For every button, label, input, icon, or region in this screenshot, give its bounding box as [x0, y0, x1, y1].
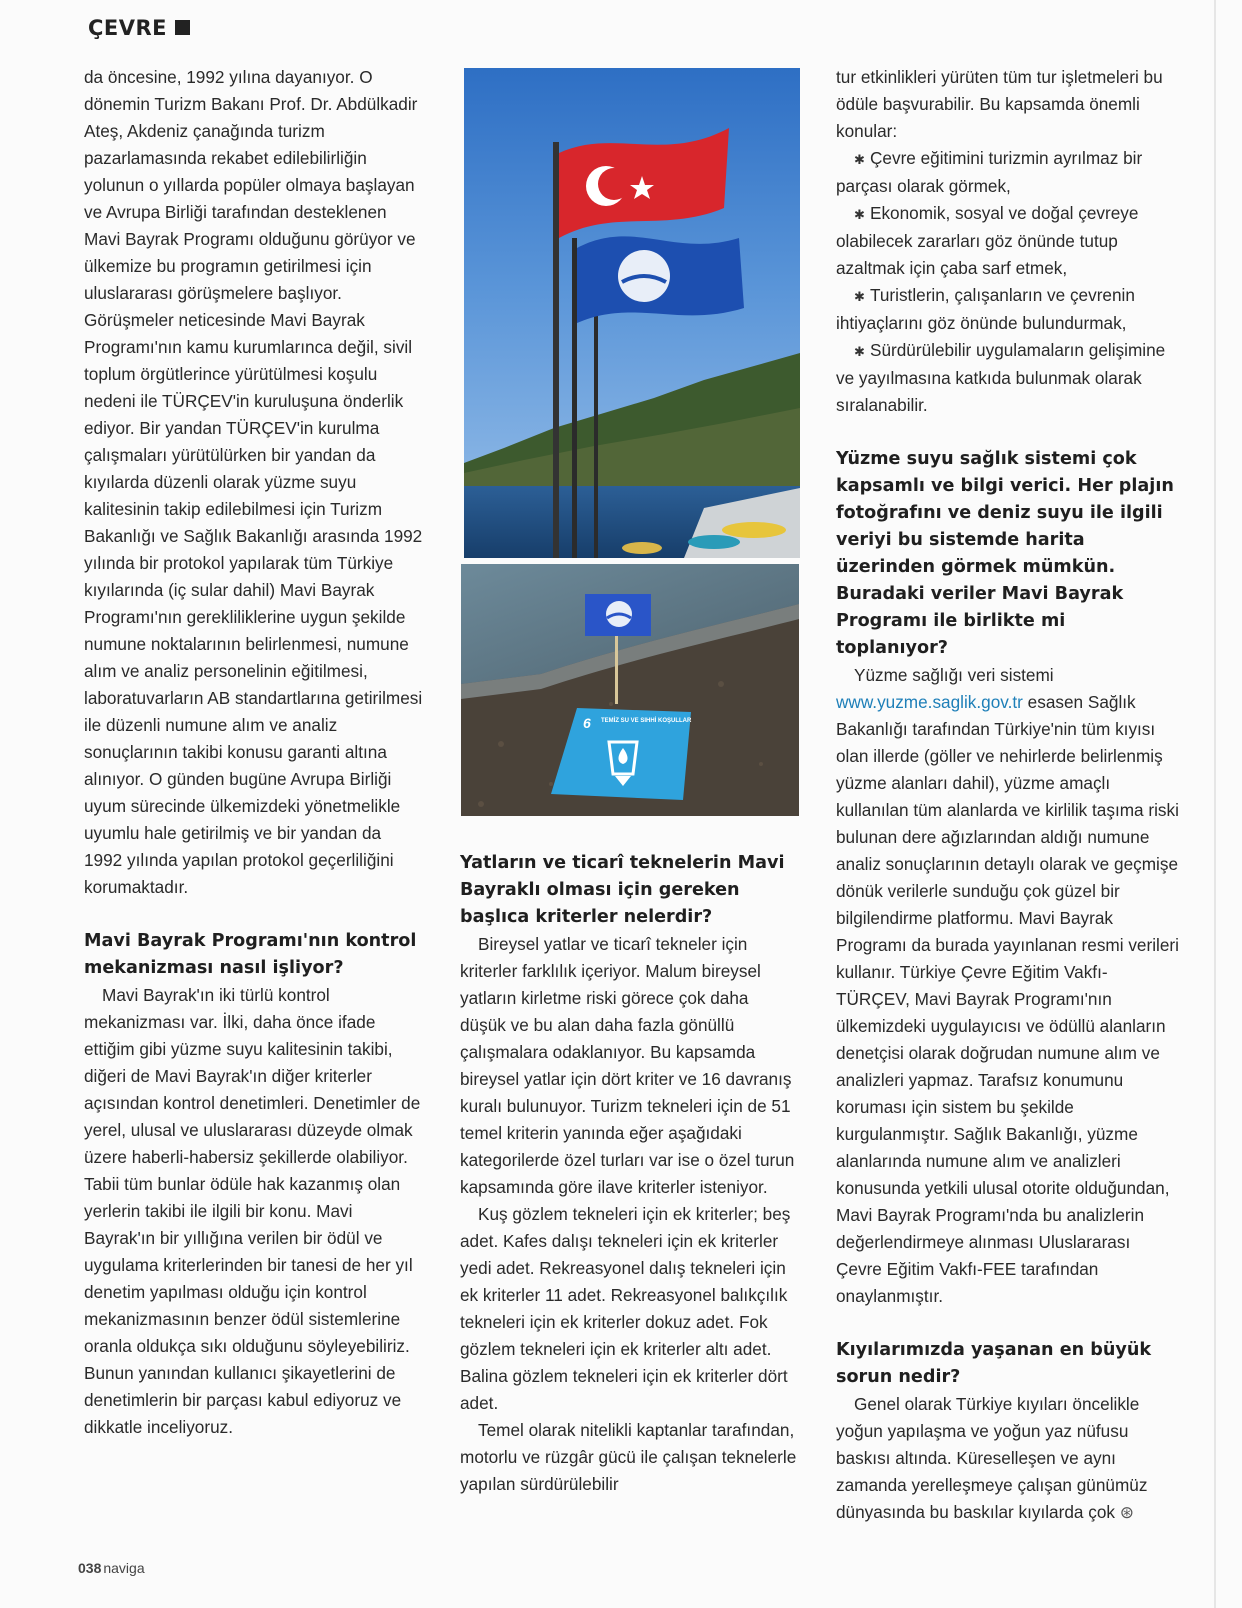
knot-end-icon: ⊛ [1119, 1502, 1135, 1522]
col3-heading-1: Yüzme suyu sağlık sistemi çok kapsamlı ve bilgi verici. Her plajın fotoğrafını ve deniz suyu ile ilgili veriyi bu sistemde harita üzerinden görmek mümkün. Buradaki veriler Mavi Bayrak Programı ile birlikte mi toplanıyor? [836, 449, 1174, 658]
page-footer [78, 1560, 145, 1576]
yuzme-saglik-link[interactable]: www.yuzme.saglik.gov.tr [836, 692, 1023, 712]
col1-heading-1: Mavi Bayrak Programı'nın kontrol mekanizması nasıl işliyor? [84, 931, 417, 978]
col2-heading-1: Yatların ve ticarî teknelerin Mavi Bayraklı olması için gereken başlıca kriterler nelerdir? [460, 853, 785, 927]
asterisk-bullet-icon: ✱ [854, 207, 865, 222]
col3-paragraph-1: tur etkinlikleri yürüten tüm tur işletmeleri bu ödüle başvurabilir. Bu kapsamda önemli konular: [836, 67, 1163, 141]
col1-paragraph-2: Mavi Bayrak'ın iki türlü kontrol mekanizması var. İlki, daha önce ifade ettiğim gibi yüzme suyu kalitesinin takibi, diğeri de Mavi Bayrak'ın diğer kriterler açısından kontrol denetimleri. Denetimler de yerel, ulusal ve uluslararası düzeyde olmak üzere haberli-habersiz şekillerde olabiliyor. Tabii tüm bunlar ödüle hak kazanmış olan yerlerin takibi ile ilgili bir konu. Mavi Bayrak'ın bir yıllığına verilen bir ödül ve uygulama kriterlerinden bir tanesi de her yıl denetim yapılması olduğu için kontrol mekanizmasının benzer ödül sistemlerine oranla oldukça sıkı olduğunu söyleyebiliriz. Bunun yanından kullanıcı şikayetlerini de denetimlerin bir parçası kabul ediyoruz ve dikkatle inceliyoruz. [84, 985, 421, 1437]
column-3 [836, 64, 1180, 1526]
beach-sign-photo-image [461, 564, 799, 816]
col3-heading-2: Kıyılarımızda yaşanan en büyük sorun nedir? [836, 1340, 1152, 1387]
asterisk-bullet-icon: ✱ [854, 152, 865, 167]
asterisk-bullet-icon: ✱ [854, 344, 865, 359]
col3-bullet: ✱ Sürdürülebilir uygulamaların gelişimine ve yayılmasına katkıda bulunmak olarak sıralanabilir. [836, 340, 1166, 415]
col3-paragraph-3: Genel olarak Türkiye kıyıları öncelikle yoğun yapılaşma ve yoğun yaz nüfusu baskısı altında. Küreselleşen ve aynı zamanda yerelleşmeye çalışan günümüz dünyasında bu baskılar kıyılarda çok ⊛ [836, 1394, 1148, 1522]
col2-paragraph-2: Kuş gözlem tekneleri için ek kriterler; beş adet. Kafes dalışı tekneleri için ek kriterler yedi adet. Rekreasyonel dalış tekneleri için ek kriterler 11 adet. Rekreasyonel balıkçılık tekneleri için ek kriterler dokuz adet. Fok gözlem tekneleri için ek kriterler altı adet. Balina gözlem tekneleri için ek kriterler dört adet. [460, 1204, 791, 1413]
magazine-name: naviga [103, 1560, 145, 1576]
sign-text: TEMİZ SU VE SIHHİ KOŞULLAR [601, 718, 692, 724]
flags-photo-image [464, 68, 800, 558]
flags-photo [464, 68, 800, 558]
col2-paragraph-1: Bireysel yatlar ve ticarî tekneler için kriterler farklılık içeriyor. Malum bireysel yatların kirletme riski görece çok daha düşük ve bu alan daha fazla gönüllü çalışmalara odaklanıyor. Bu kapsamda bireysel yatlar için dört kriter ve 16 davranış kuralı bulunuyor. Turizm tekneleri için de 51 temel kriterin yanında eğer aşağıdaki kategorilerde özel turları var ise o özel turun kapsamında göre ilave kriterler isteniyor. [460, 934, 795, 1197]
section-title: ÇEVRE [88, 16, 168, 40]
section-label [88, 16, 190, 40]
col2-paragraph-3: Temel olarak nitelikli kaptanlar tarafından, motorlu ve rüzgâr gücü ile çalışan teknelerle yapılan sürdürülebilir [460, 1420, 797, 1494]
column-2 [460, 850, 798, 1498]
asterisk-bullet-icon: ✱ [854, 289, 865, 304]
page-number: 038 [78, 1560, 102, 1576]
section-square-icon [175, 20, 190, 35]
col1-paragraph-1: da öncesine, 1992 yılına dayanıyor. O dönemin Turizm Bakanı Prof. Dr. Abdülkadir Ateş, Akdeniz çanağında turizm pazarlamasında rekabet edilebilirliğin yolunun o yıllarda popüler olmaya başlayan ve Avrupa Birliği tarafından desteklenen Mavi Bayrak Programı olduğunu görüyor ve ülkemize bu programın getirilmesi için uluslararası görüşmelere başlıyor. Görüşmeler neticesinde Mavi Bayrak Programı'nın kamu kurumlarınca değil, sivil toplum örgütlerince yürütülmesi koşulu nedeni ile TÜRÇEV'in kuruluşuna önderlik ediyor. Bir yandan TÜRÇEV'in kurulma çalışmaları yürütülürken bir yandan da kıyılarda düzenli olarak yüzme suyu kalitesinin takip edilebilmesi için Turizm Bakanlığı ve Sağlık Bakanlığı arasında 1992 yılında bir protokol yapılarak tüm Türkiye kıyılarında (iç sular dahil) Mavi Bayrak Programı'nın gerekliliklerine uygun şekilde numune noktalarının belirlenmesi, numune alım ve analiz personelinin eğitilmesi, laboratuvarların AB standartlarına getirilmesi ile düzenli numune alım ve analiz sonuçlarının takibi konusu garanti altına alınıyor. O günden bugüne Avrupa Birliği uyum sürecinde ülkemizdeki yönetmelikle uyumlu hale getirilmiş ve bir yandan da 1992 yılında yapılan protokol geçerliliğini korumaktadır. [84, 67, 423, 897]
col3-bullet: ✱ Turistlerin, çalışanların ve çevrenin ihtiyaçlarını göz önünde bulundurmak, [836, 285, 1135, 333]
col3-paragraph-2: Yüzme sağlığı veri sistemi www.yuzme.saglik.gov.tr esasen Sağlık Bakanlığı tarafından Türkiye'nin tüm kıyısı olan illerde (göller ve nehirlerde belirlenmiş yüzme alanları dahil), yüzme amaçlı kullanılan tüm alanlarda ve kirlilik taşıma riski bulunan dere ağızlarından aldığı numune analiz sonuçlarının detaylı olarak ve geçmişe dönük verilerle sunduğu çok güzel bir bilgilendirme platformu. Mavi Bayrak Programı da burada yayınlanan resmi verileri kullanır. Türkiye Çevre Eğitim Vakfı-TÜRÇEV, Mavi Bayrak Programı'nın ülkemizdeki uygulayıcısı ve ödüllü alanların denetçisi olarak doğrudan numune alım ve analizleri yapmaz. Tarafsız konumunu koruması için sistem bu şekilde kurgulanmıştır. Sağlık Bakanlığı, yüzme alanlarında numune alım ve analizleri konusunda yetkili ulusal otorite olduğundan, Mavi Bayrak Programı'nda bu analizlerin değerlendirmeye alınması Uluslararası Çevre Eğitim Vakfı-FEE tarafından onaylanmıştır. [836, 665, 1179, 1306]
page-edge [1214, 0, 1216, 1608]
col3-bullet: ✱ Çevre eğitimini turizmin ayrılmaz bir parçası olarak görmek, [836, 148, 1143, 196]
col3-bullet: ✱ Ekonomik, sosyal ve doğal çevreye olabilecek zararları göz önünde tutup azaltmak için çaba sarf etmek, [836, 203, 1139, 278]
column-1 [84, 64, 424, 1441]
beach-sign-photo [461, 564, 799, 816]
sign-number: 6 [583, 715, 591, 731]
